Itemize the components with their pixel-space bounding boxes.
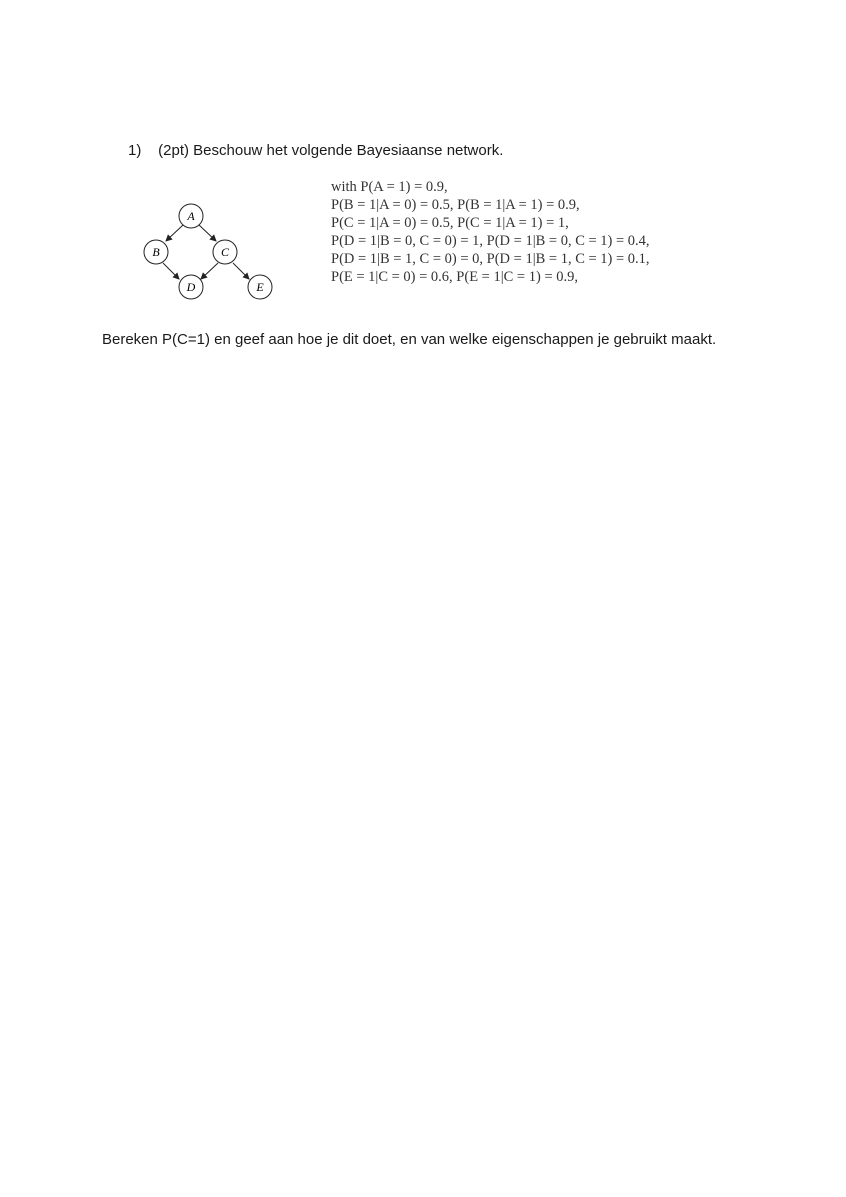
node-e-label: E xyxy=(256,280,264,294)
node-b xyxy=(144,240,168,264)
edge-a-c xyxy=(199,225,216,241)
node-e xyxy=(248,275,272,299)
question-text: (2pt) Beschouw het volgende Bayesiaanse network. xyxy=(158,142,504,159)
question-header xyxy=(128,142,503,159)
probability-table xyxy=(331,178,650,286)
node-b-label: B xyxy=(152,245,160,259)
formula-line: P(B = 1|A = 0) = 0.5, P(B = 1|A = 1) = 0.9, xyxy=(331,197,580,213)
edge-b-d xyxy=(163,263,179,279)
node-c-label: C xyxy=(220,245,230,259)
node-a-label: A xyxy=(187,209,195,223)
formula-line: P(E = 1|C = 0) = 0.6, P(E = 1|C = 1) = 0.9, xyxy=(331,269,578,285)
formula-line: P(C = 1|A = 0) = 0.5, P(C = 1|A = 1) = 1, xyxy=(331,215,569,231)
bayesian-network-graph xyxy=(138,196,278,306)
node-d xyxy=(179,275,203,299)
edge-c-d xyxy=(201,263,218,279)
node-a xyxy=(179,204,203,228)
bayesian-network-figure xyxy=(138,176,738,306)
instruction-text: Bereken P(C=1) en geef aan hoe je dit doet, en van welke eigenschappen je gebruikt maakt. xyxy=(102,331,717,348)
question-number: 1) xyxy=(128,142,142,159)
node-c xyxy=(213,240,237,264)
edge-a-b xyxy=(166,225,183,241)
edge-c-e xyxy=(233,263,249,279)
formula-line: P(D = 1|B = 1, C = 0) = 0, P(D = 1|B = 1, C = 1) = 0.1, xyxy=(331,251,650,267)
node-d-label: D xyxy=(186,280,196,294)
formula-line: P(D = 1|B = 0, C = 0) = 1, P(D = 1|B = 0, C = 1) = 0.4, xyxy=(331,233,650,249)
formula-line: with P(A = 1) = 0.9, xyxy=(331,179,448,195)
